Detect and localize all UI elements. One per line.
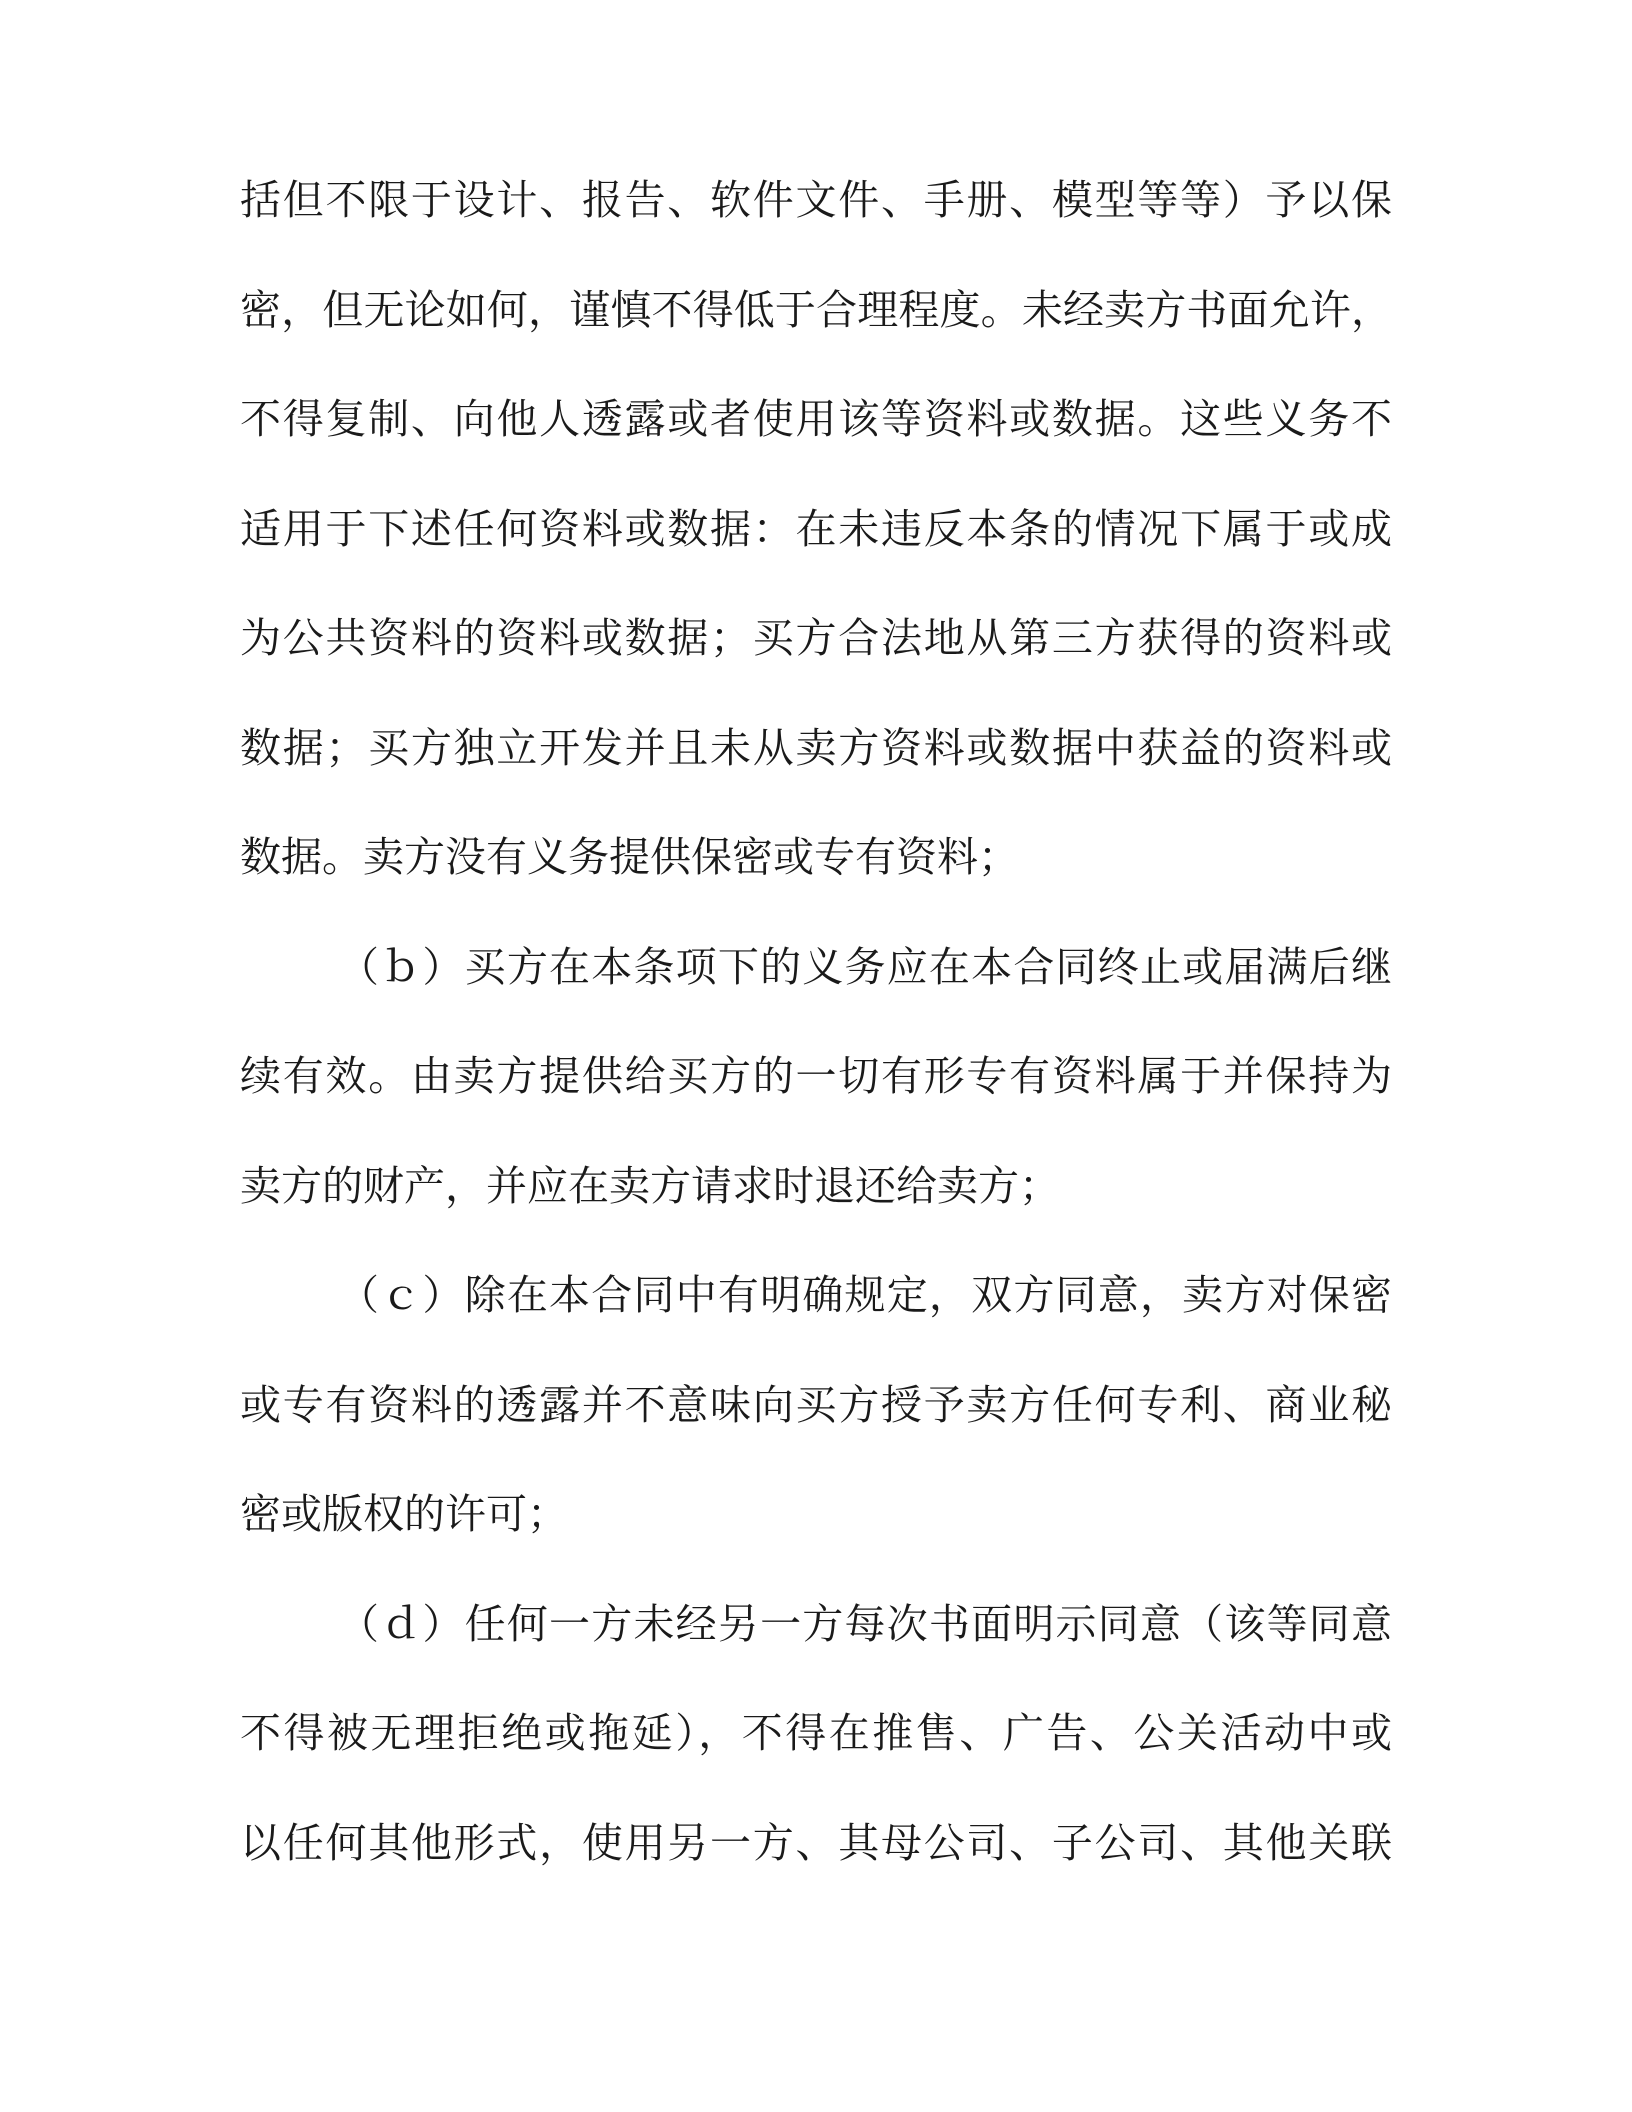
text-line: 密或版权的许可；	[240, 1490, 568, 1538]
text-line: 不得被无理拒绝或拖延），不得在推售、广告、公关活动中或	[240, 1709, 1392, 1757]
text-line: 为公共资料的资料或数据；买方合法地从第三方获得的资料或	[240, 614, 1392, 662]
text-line: 续有效。由卖方提供给买方的一切有形专有资料属于并保持为	[240, 1052, 1392, 1100]
text-line: 括但不限于设计、报告、软件文件、手册、模型等等）予以保	[240, 176, 1392, 224]
text-line: 不得复制、向他人透露或者使用该等资料或数据。这些义务不	[240, 395, 1392, 443]
text-line: 适用于下述任何资料或数据：在未违反本条的情况下属于或成	[240, 504, 1392, 553]
text-line: 密，但无论如何，谨慎不得低于合理程度。未经卖方书面允许，	[240, 285, 1392, 334]
paragraph-c-start: （ｃ）除在本合同中有明确规定，双方同意，卖方对保密	[338, 1271, 1392, 1319]
text-line: 卖方的财产，并应在卖方请求时退还给卖方；	[240, 1161, 1060, 1210]
paragraph-d-start: （ｄ）任何一方未经另一方每次书面明示同意（该等同意	[338, 1599, 1392, 1648]
paragraph-b-start: （ｂ）买方在本条项下的义务应在本合同终止或届满后继	[338, 942, 1392, 991]
text-line: 以任何其他形式，使用另一方、其母公司、子公司、其他关联	[240, 1818, 1392, 1867]
body-text	[240, 176, 1392, 1932]
text-line: 数据；买方独立开发并且未从卖方资料或数据中获益的资料或	[240, 723, 1392, 772]
text-line: 数据。卖方没有义务提供保密或专有资料；	[240, 833, 1019, 881]
text-line: 或专有资料的透露并不意味向买方授予卖方任何专利、商业秘	[240, 1380, 1392, 1429]
